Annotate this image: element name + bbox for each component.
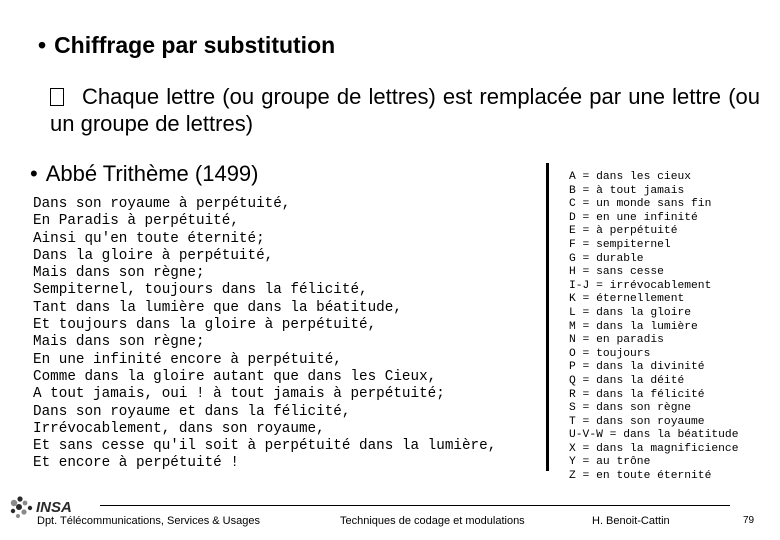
- poem-line: Et encore à perpétuité !: [33, 455, 239, 472]
- intro-paragraph: [50, 83, 760, 137]
- column-divider: [546, 163, 549, 471]
- poem-line: Et toujours dans la gloire à perpétuité,: [33, 317, 377, 334]
- cipher-entry: Z = en toute éternité: [569, 470, 712, 483]
- cipher-entry: S = dans son règne: [569, 402, 692, 415]
- poem-line: Irrévocablement, dans son royaume,: [33, 420, 325, 437]
- subhead-bullet: •: [30, 161, 38, 186]
- cipher-entry: U-V-W = dans la béatitude: [569, 429, 739, 442]
- cipher-entry: B = à tout jamais: [569, 184, 685, 197]
- cipher-entry: L = dans la gloire: [569, 306, 692, 319]
- poem-line: Tant dans la lumière que dans la béatitude,: [33, 299, 402, 316]
- footer-department: Dpt. Télécommunications, Services & Usages: [37, 515, 260, 527]
- poem-line: Ainsi qu'en toute éternité;: [33, 230, 265, 247]
- cipher-entry: A = dans les cieux: [569, 171, 692, 183]
- poem-line: A tout jamais, oui ! à tout jamais à perpétuité;: [33, 386, 445, 403]
- poem-line: Dans son royaume et dans la félicité,: [33, 403, 351, 420]
- substitution-table: [569, 171, 738, 484]
- cipher-entry: K = éternellement: [569, 293, 685, 306]
- poem-line: Mais dans son règne;: [33, 334, 205, 351]
- cipher-entry: M = dans la lumière: [569, 320, 698, 333]
- title-bullet: •: [38, 32, 47, 58]
- cipher-entry: H = sans cesse: [569, 266, 664, 279]
- intro-text: Chaque lettre (ou groupe de lettres) est remplacée par une lettre (ou un groupe de lettres): [50, 84, 760, 136]
- cipher-entry: F = sempiternel: [569, 238, 671, 251]
- cipher-entry: R = dans la félicité: [569, 388, 705, 401]
- cipher-entry: Y = au trône: [569, 456, 651, 469]
- logo-dots-icon: [11, 496, 32, 518]
- cipher-entry: C = un monde sans fin: [569, 198, 712, 211]
- page-number: 79: [743, 515, 755, 526]
- poem-line: Dans son royaume à perpétuité,: [33, 196, 291, 212]
- poem-line: Sempiternel, toujours dans la félicité,: [33, 282, 368, 299]
- encrypted-poem: [33, 196, 496, 473]
- footer-rule: [100, 505, 730, 506]
- footer-course: Techniques de codage et modulations: [340, 515, 525, 527]
- poem-line: Comme dans la gloire autant que dans les Cieux,: [33, 368, 437, 385]
- subhead-text: Abbé Trithème (1499): [45, 161, 259, 186]
- cipher-entry: I-J = irrévocablement: [569, 279, 712, 292]
- cipher-entry: X = dans la magnificience: [569, 442, 739, 455]
- footer-author: H. Benoit-Cattin: [592, 515, 670, 527]
- title-text: Chiffrage par substitution: [54, 32, 336, 58]
- logo-wordmark: INSA: [36, 499, 72, 516]
- cipher-entry: N = en paradis: [569, 334, 664, 347]
- missing-glyph-icon: [50, 88, 64, 106]
- subheading: [30, 161, 258, 187]
- cipher-entry: E = à perpétuité: [569, 225, 678, 238]
- cipher-entry: P = dans la divinité: [569, 361, 705, 374]
- slide-title: [38, 32, 335, 59]
- poem-line: En Paradis à perpétuité,: [33, 213, 239, 230]
- poem-line: Et sans cesse qu'il soit à perpétuité dans la lumière,: [33, 438, 497, 455]
- cipher-entry: G = durable: [569, 252, 644, 265]
- cipher-entry: O = toujours: [569, 347, 651, 360]
- cipher-entry: D = en une infinité: [569, 211, 698, 224]
- poem-line: En une infinité encore à perpétuité,: [33, 351, 342, 368]
- poem-line: Dans la gloire à perpétuité,: [33, 247, 274, 264]
- poem-line: Mais dans son règne;: [33, 265, 205, 282]
- cipher-entry: Q = dans la déité: [569, 374, 685, 387]
- cipher-entry: T = dans son royaume: [569, 415, 705, 428]
